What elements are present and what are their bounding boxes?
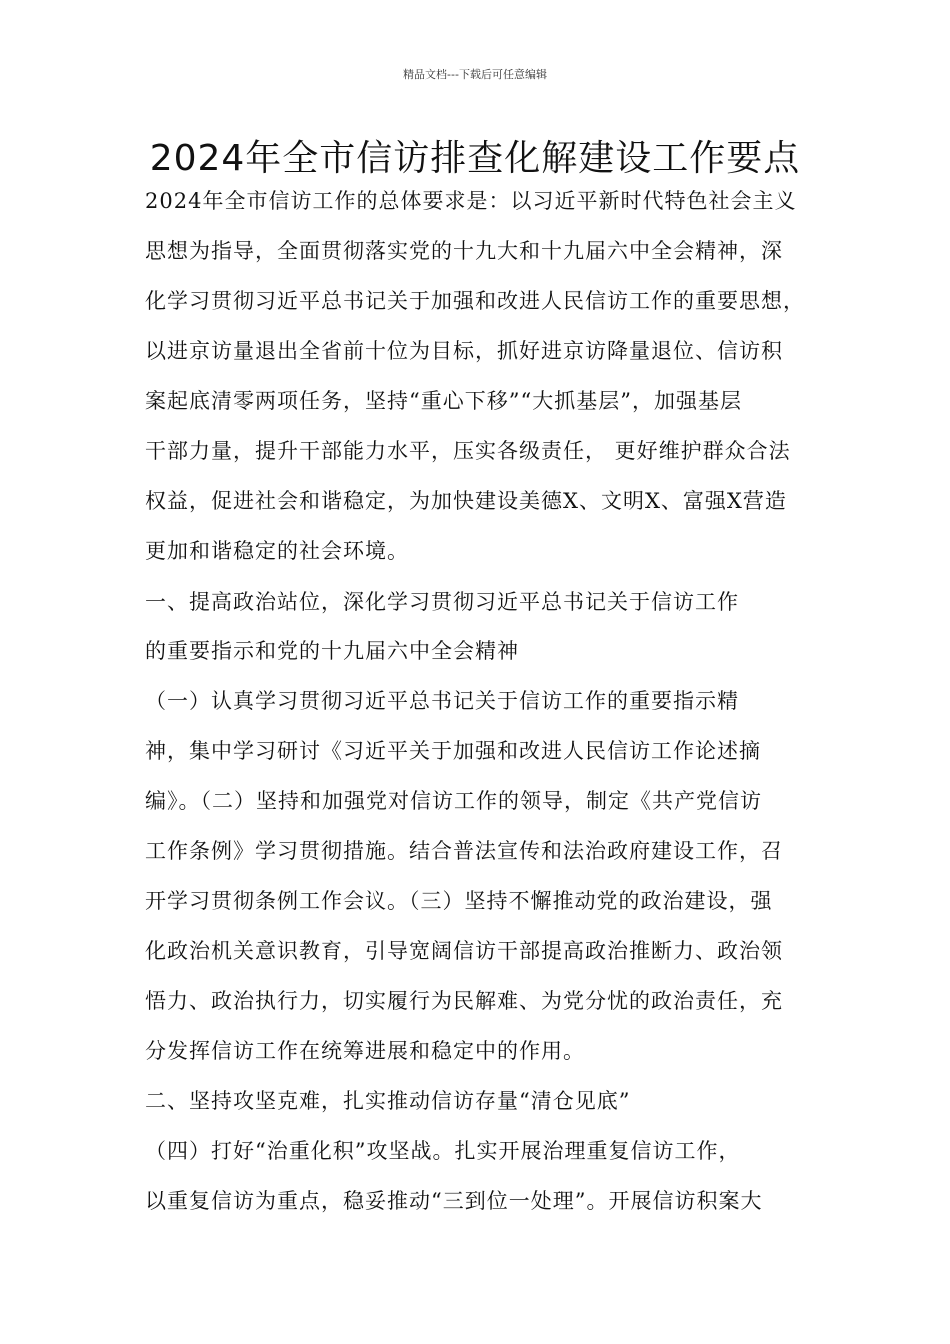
- body-line: 以重复信访为重点，稳妥推动“三到位一处理”。开展信访积案大: [145, 1189, 763, 1213]
- body-line: 工作条例》学习贯彻措施。结合普法宣传和法治政府建设工作，召: [145, 839, 783, 863]
- page-header: 精品文档---下载后可任意编辑: [403, 68, 547, 81]
- body-line: 开学习贯彻条例工作会议。（三）坚持不懈推动党的政治建设，强: [145, 889, 773, 913]
- document-title: 2024年全市信访排查化解建设工作要点: [149, 138, 801, 179]
- body-line: 权益，促进社会和谐稳定，为加快建设美德X、文明X、富强X营造: [145, 489, 787, 513]
- body-line: 思想为指导，全面贯彻落实党的十九大和十九届六中全会精神，深: [145, 239, 783, 263]
- body-line: 2024年全市信访工作的总体要求是：以习近平新时代特色社会主义: [145, 189, 797, 213]
- body-line: 神，集中学习研讨《习近平关于加强和改进人民信访工作论述摘: [145, 739, 761, 763]
- body-line: 案起底清零两项任务，坚持“重心下移”“大抓基层”，加强基层: [145, 389, 742, 413]
- section-heading: 一、提高政治站位，深化学习贯彻习近平总书记关于信访工作: [145, 590, 739, 614]
- section-heading: 二、坚持攻坚克难，扎实推动信访存量“清仓见底”: [145, 1089, 631, 1113]
- body-line: 干部力量，提升干部能力水平，压实各级责任， 更好维护群众合法: [145, 439, 791, 463]
- body-line: 化政治机关意识教育，引导宽阔信访干部提高政治推断力、政治领: [145, 939, 783, 963]
- body-line: 更加和谐稳定的社会环境。: [145, 539, 409, 563]
- body-line: 化学习贯彻习近平总书记关于加强和改进人民信访工作的重要思想，: [145, 289, 805, 313]
- body-line: 悟力、政治执行力，切实履行为民解难、为党分忧的政治责任，充: [145, 989, 783, 1013]
- body-line: （四）打好“治重化积”攻坚战。扎实开展治理重复信访工作，: [145, 1139, 741, 1163]
- section-heading: 的重要指示和党的十九届六中全会精神: [145, 639, 519, 663]
- body-line: （一）认真学习贯彻习近平总书记关于信访工作的重要指示精: [145, 689, 739, 713]
- body-line: 分发挥信访工作在统筹进展和稳定中的作用。: [145, 1039, 585, 1063]
- body-line: 以进京访量退出全省前十位为目标，抓好进京访降量退位、信访积: [145, 339, 783, 363]
- body-line: 编》。（二）坚持和加强党对信访工作的领导，制定《共产党信访: [145, 789, 762, 813]
